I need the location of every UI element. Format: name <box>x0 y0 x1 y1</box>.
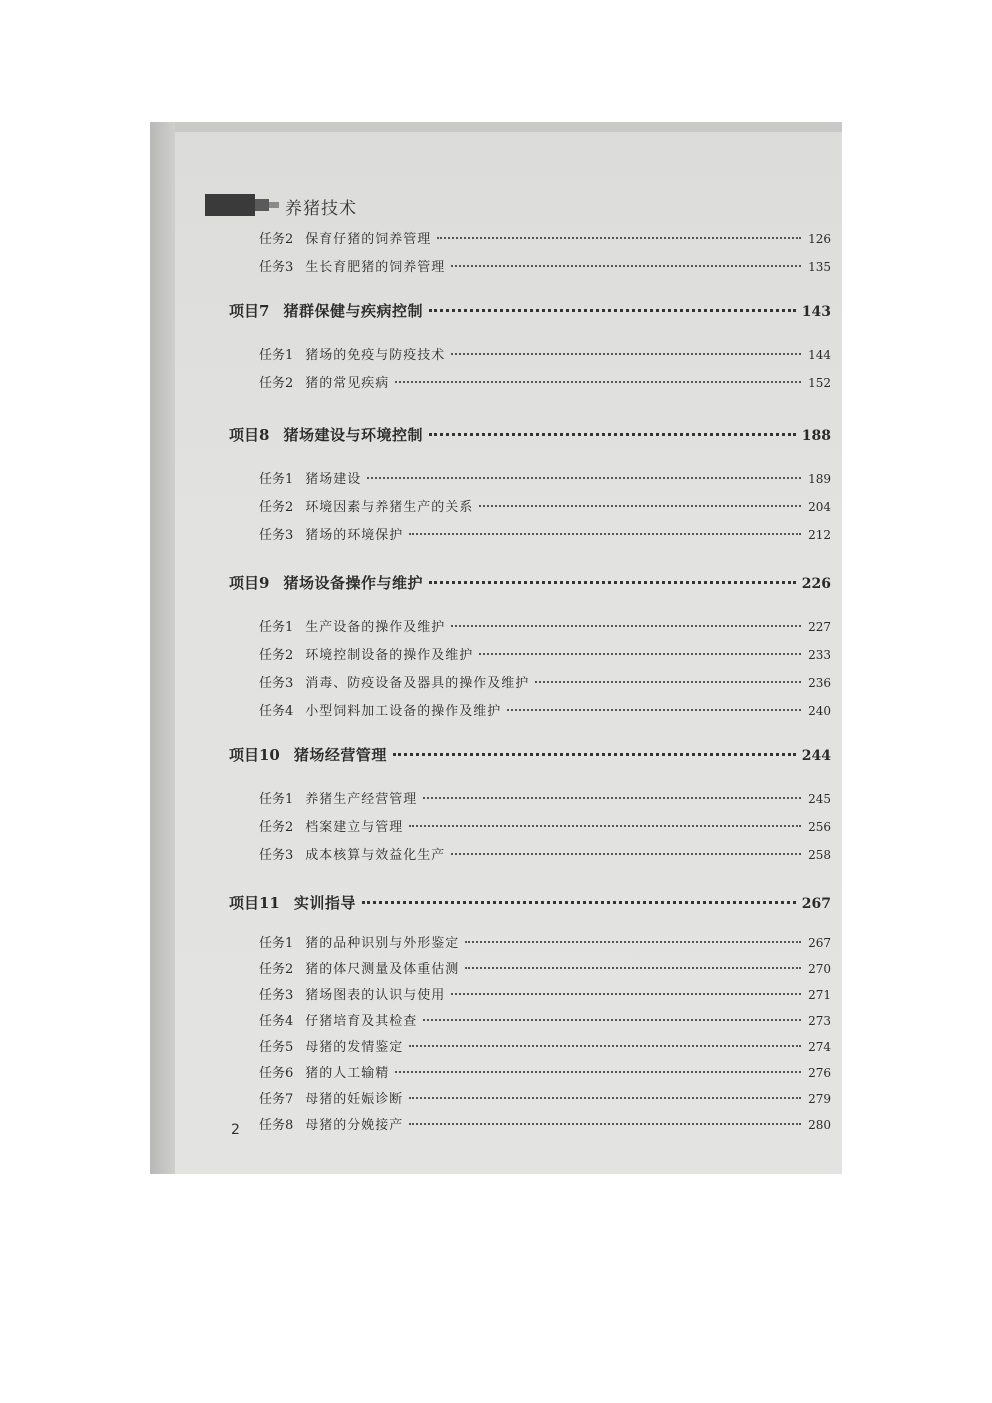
toc-entry-title: 猪场的环境保护 <box>305 528 404 543</box>
toc-dot-leader <box>429 581 796 584</box>
toc-project-entry <box>229 300 831 321</box>
toc-dot-leader <box>451 625 801 627</box>
toc-entry-title: 消毒、防疫设备及器具的操作及维护 <box>305 676 530 691</box>
toc-entry-title: 猪场建设与环境控制 <box>283 426 423 444</box>
toc-task-entry <box>259 1036 831 1055</box>
toc-entry-title: 母猪的妊娠诊断 <box>305 1092 404 1107</box>
toc-entry-label: 项目8 <box>229 426 270 444</box>
toc-entry-label: 任务1 <box>259 472 294 487</box>
toc-entry-title: 实训指导 <box>293 894 356 912</box>
toc-dot-leader <box>429 309 796 312</box>
toc-entry-title: 生产设备的操作及维护 <box>305 620 446 635</box>
toc-dot-leader <box>423 1019 801 1021</box>
toc-task-entry <box>259 496 831 515</box>
toc-entry-title: 保育仔猪的饲养管理 <box>305 232 432 247</box>
toc-task-entry <box>259 228 831 247</box>
toc-entry-page: 212 <box>808 528 831 542</box>
toc-entry-label: 任务2 <box>259 962 294 977</box>
toc-entry-page: 258 <box>808 848 831 862</box>
toc-entry-title: 母猪的分娩接产 <box>305 1118 404 1133</box>
toc-entry-label: 任务2 <box>259 820 294 835</box>
toc-entry-label: 任务2 <box>259 376 294 391</box>
toc-entry-page: 227 <box>808 620 831 634</box>
toc-entry-title: 猪的常见疾病 <box>305 376 390 391</box>
toc-project-entry <box>229 572 831 593</box>
toc-dot-leader <box>451 993 801 995</box>
toc-dot-leader <box>393 753 796 756</box>
toc-dot-leader <box>429 433 796 436</box>
toc-entry-page: 233 <box>808 648 831 662</box>
toc-entry-page: 256 <box>808 820 831 834</box>
toc-entry-label: 任务3 <box>259 676 294 691</box>
toc-task-entry <box>259 256 831 275</box>
toc-project-entry <box>229 424 831 445</box>
toc-entry-page: 226 <box>801 576 831 592</box>
toc-dot-leader <box>507 709 801 711</box>
header-decoration-bar <box>255 199 269 211</box>
toc-entry-label: 项目10 <box>229 746 280 764</box>
header-decoration-bar <box>269 202 279 208</box>
toc-entry-title: 猪群保健与疾病控制 <box>283 302 423 320</box>
toc-entry-title: 猪场建设 <box>305 472 362 487</box>
toc-entry-label: 任务3 <box>259 848 294 863</box>
running-header <box>205 194 505 218</box>
toc-entry-title: 小型饲料加工设备的操作及维护 <box>305 704 502 719</box>
book-title: 养猪技术 <box>285 199 357 219</box>
toc-entry-page: 267 <box>808 936 831 950</box>
toc-entry-page: 267 <box>801 896 831 912</box>
toc-entry-page: 152 <box>808 376 831 390</box>
toc-task-entry <box>259 958 831 977</box>
toc-project-entry <box>229 744 831 765</box>
toc-entry-page: 240 <box>808 704 831 718</box>
toc-task-entry <box>259 788 831 807</box>
toc-entry-page: 126 <box>808 232 831 246</box>
toc-dot-leader <box>367 477 801 479</box>
toc-entry-label: 任务3 <box>259 260 294 275</box>
toc-dot-leader <box>451 353 801 355</box>
toc-entry-label: 项目7 <box>229 302 270 320</box>
toc-dot-leader <box>395 1071 801 1073</box>
toc-dot-leader <box>465 941 801 943</box>
toc-task-entry <box>259 984 831 1003</box>
toc-entry-label: 任务7 <box>259 1092 294 1107</box>
toc-task-entry <box>259 1088 831 1107</box>
toc-entry-label: 任务5 <box>259 1040 294 1055</box>
toc-dot-leader <box>465 967 801 969</box>
toc-task-entry <box>259 1114 831 1133</box>
toc-entry-title: 生长育肥猪的饲养管理 <box>305 260 446 275</box>
toc-entry-label: 任务4 <box>259 704 294 719</box>
toc-task-entry <box>259 644 831 663</box>
toc-entry-label: 任务1 <box>259 936 294 951</box>
toc-task-entry <box>259 700 831 719</box>
toc-entry-title: 仔猪培育及其检查 <box>305 1014 418 1029</box>
toc-entry-page: 274 <box>808 1040 831 1054</box>
toc-dot-leader <box>451 265 801 267</box>
toc-entry-page: 135 <box>808 260 831 274</box>
toc-task-entry <box>259 344 831 363</box>
toc-task-entry <box>259 468 831 487</box>
toc-entry-label: 项目11 <box>229 894 280 912</box>
toc-entry-page: 280 <box>808 1118 831 1132</box>
header-decoration-bar <box>205 194 255 216</box>
toc-entry-label: 任务1 <box>259 792 294 807</box>
toc-entry-label: 任务2 <box>259 500 294 515</box>
toc-dot-leader <box>479 653 801 655</box>
toc-entry-title: 猪的体尺测量及体重估测 <box>305 962 460 977</box>
toc-dot-leader <box>479 505 801 507</box>
toc-dot-leader <box>409 533 801 535</box>
toc-task-entry <box>259 524 831 543</box>
toc-entry-label: 任务3 <box>259 988 294 1003</box>
toc-entry-page: 143 <box>801 304 831 320</box>
toc-dot-leader <box>451 853 801 855</box>
toc-entry-title: 猪场图表的认识与使用 <box>305 988 446 1003</box>
toc-entry-page: 276 <box>808 1066 831 1080</box>
toc-dot-leader <box>409 1045 801 1047</box>
toc-dot-leader <box>409 1123 801 1125</box>
toc-entry-page: 244 <box>801 748 831 764</box>
toc-entry-page: 204 <box>808 500 831 514</box>
toc-dot-leader <box>395 381 801 383</box>
toc-task-entry <box>259 1010 831 1029</box>
toc-entry-label: 项目9 <box>229 574 270 592</box>
toc-entry-page: 271 <box>808 988 831 1002</box>
toc-task-entry <box>259 672 831 691</box>
toc-entry-title: 养猪生产经营管理 <box>305 792 418 807</box>
toc-entry-page: 279 <box>808 1092 831 1106</box>
toc-entry-label: 任务1 <box>259 620 294 635</box>
toc-entry-title: 母猪的发情鉴定 <box>305 1040 404 1055</box>
toc-entry-label: 任务8 <box>259 1118 294 1133</box>
toc-task-entry <box>259 1062 831 1081</box>
toc-entry-title: 猪场设备操作与维护 <box>283 574 423 592</box>
book-page <box>175 132 842 1174</box>
toc-entry-label: 任务2 <box>259 648 294 663</box>
toc-task-entry <box>259 816 831 835</box>
toc-dot-leader <box>409 825 801 827</box>
toc-entry-title: 档案建立与管理 <box>305 820 404 835</box>
toc-entry-label: 任务3 <box>259 528 294 543</box>
toc-entry-page: 144 <box>808 348 831 362</box>
toc-entry-title: 环境控制设备的操作及维护 <box>305 648 474 663</box>
toc-entry-title: 猪的品种识别与外形鉴定 <box>305 936 460 951</box>
toc-entry-title: 环境因素与养猪生产的关系 <box>305 500 474 515</box>
toc-task-entry <box>259 932 831 951</box>
toc-entry-label: 任务2 <box>259 232 294 247</box>
toc-entry-title: 猪场的免疫与防疫技术 <box>305 348 446 363</box>
toc-project-entry <box>229 892 831 913</box>
photo-frame <box>150 122 842 1174</box>
toc-task-entry <box>259 616 831 635</box>
toc-entry-page: 188 <box>801 428 831 444</box>
toc-entry-page: 236 <box>808 676 831 690</box>
page-number: 2 <box>231 1122 240 1138</box>
toc-dot-leader <box>423 797 801 799</box>
page-edge-shadow <box>150 122 175 1174</box>
toc-dot-leader <box>362 901 796 904</box>
toc-entry-page: 273 <box>808 1014 831 1028</box>
toc-entry-label: 任务1 <box>259 348 294 363</box>
toc-entry-title: 猪的人工输精 <box>305 1066 390 1081</box>
toc-dot-leader <box>409 1097 801 1099</box>
toc-entry-page: 270 <box>808 962 831 976</box>
toc-task-entry <box>259 844 831 863</box>
toc-entry-title: 猪场经营管理 <box>293 746 387 764</box>
toc-entry-page: 189 <box>808 472 831 486</box>
toc-entry-label: 任务4 <box>259 1014 294 1029</box>
toc-task-entry <box>259 372 831 391</box>
toc-entry-label: 任务6 <box>259 1066 294 1081</box>
toc-dot-leader <box>437 237 801 239</box>
toc-dot-leader <box>535 681 801 683</box>
toc-entry-title: 成本核算与效益化生产 <box>305 848 446 863</box>
toc-entry-page: 245 <box>808 792 831 806</box>
